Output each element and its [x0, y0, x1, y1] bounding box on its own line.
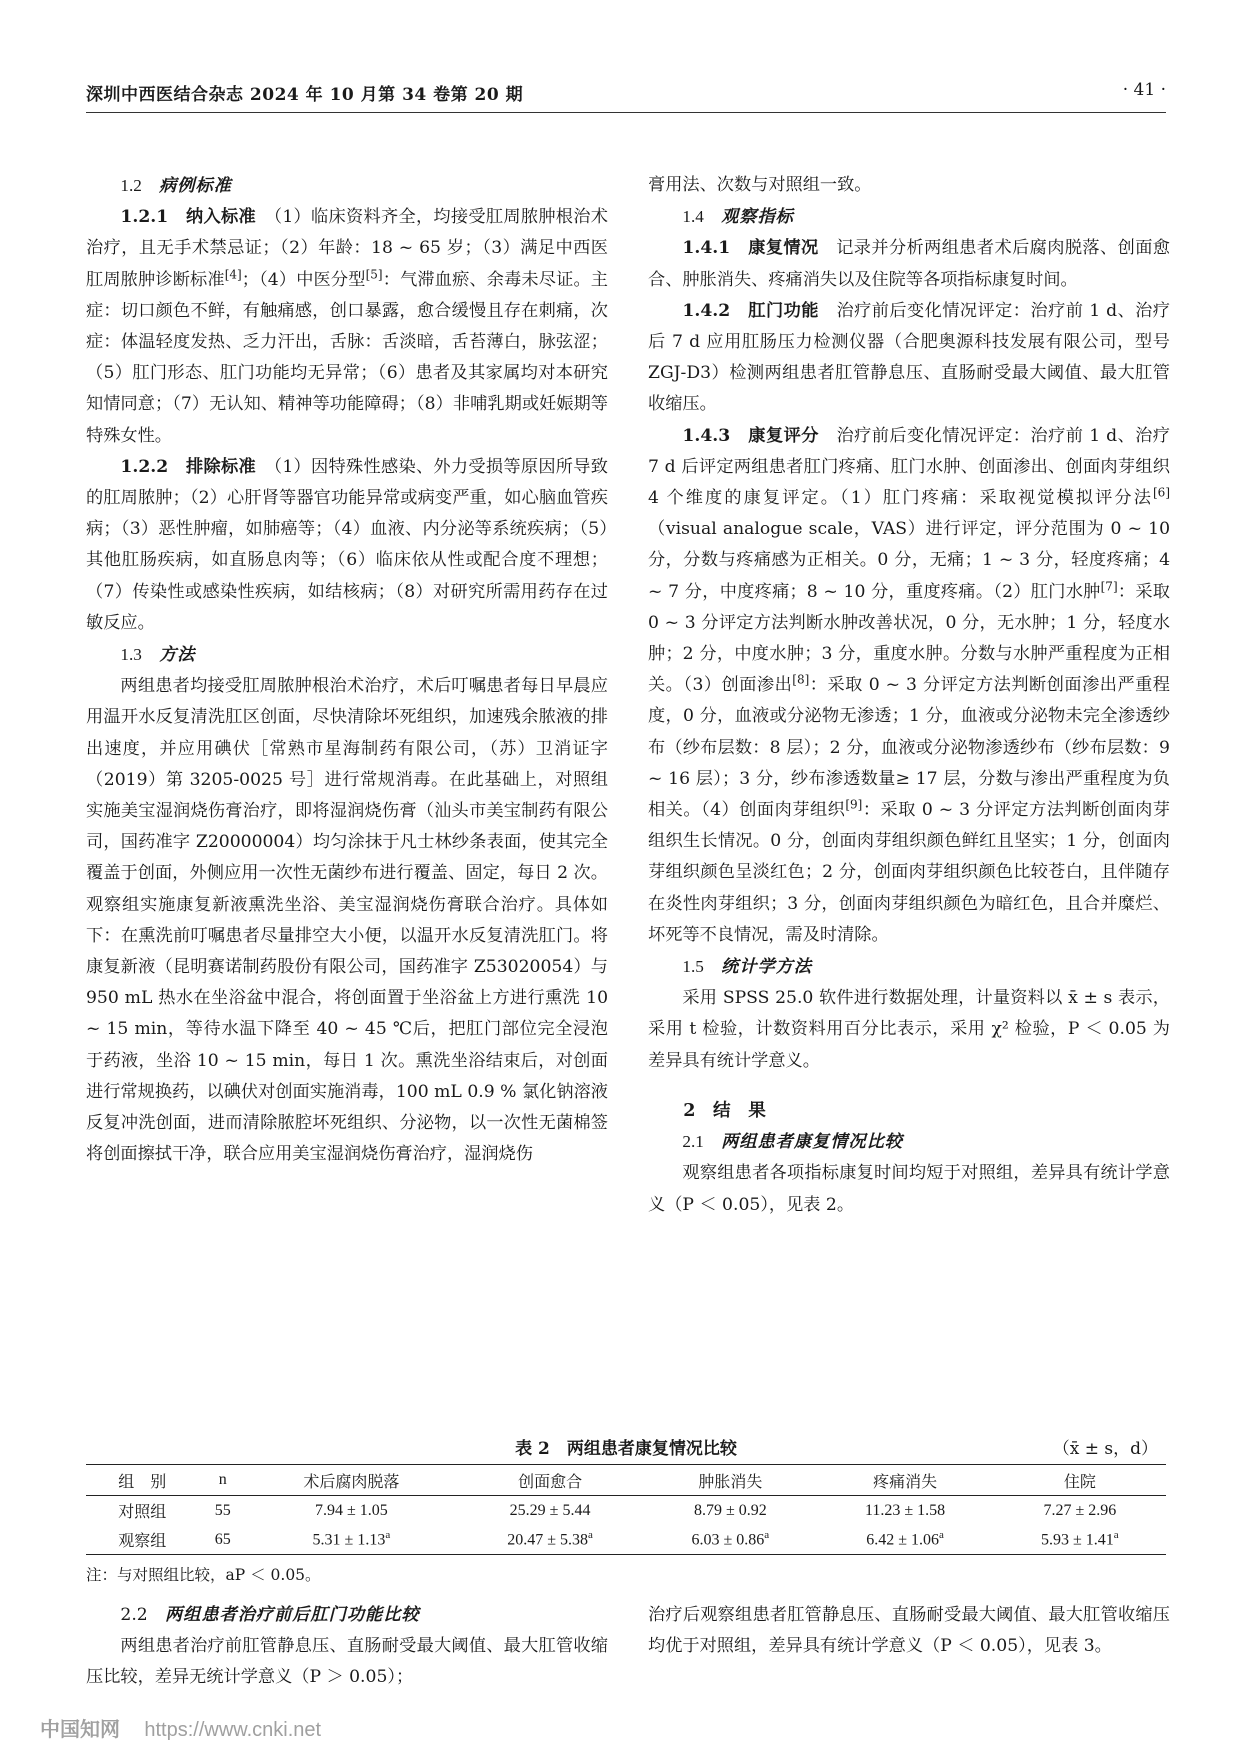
section-heading-2: 2 结 果	[683, 1099, 766, 1121]
paragraph-results-2-2-left: 两组患者治疗前肛管静息压、直肠耐受最大阈值、最大肛管收缩压比较，差异无统计学意义（P ＞ 0.05）；	[86, 1636, 608, 1688]
bottom-left	[86, 1600, 608, 1694]
table-cell: 65	[214, 1530, 231, 1548]
col-header: 肿胀消失	[698, 1473, 763, 1491]
table-row	[86, 1525, 1166, 1555]
paragraph-anal-function: 1.4.2 肛门功能 治疗前后变化情况评定：治疗前 1 d、治疗后 7 d 应用肛肠压力检测仪器（合肥奥源科技发展有限公司，型号 ZGJ-D3）检测两组患者肛管静息压、直肠耐受最大阈值、最大肛管收缩压。	[648, 300, 1170, 415]
table-cell: 对照组	[118, 1504, 167, 1521]
paragraph-methods: 两组患者均接受肛周脓肿根治术治疗，术后叮嘱患者每日早晨应用温开水反复清洗肛区创面，尽快清除坏死组织，加速残余脓液的排出速度，并应用碘伏［常熟市星海制药有限公司，（苏）卫消证字（2019）第 3205-0025 号］进行常规消毒。在此基础上，对照组实施美宝湿润烧伤膏治疗，即将湿润烧伤膏（汕头市美宝制药有限公司，国药准字 Z20000004）均匀涂抹于凡士林纱条表面，使其完全覆盖于创面，外侧应用一次性无菌纱布进行覆盖、固定，每日 2 次。观察组实施康复新液熏洗坐浴、美宝湿润烧伤膏联合治疗。具体如下：在熏洗前叮嘱患者尽量排空大小便，以温开水反复清洗肛门。将康复新液（昆明赛诺制药股份有限公司，国药准字 Z53020054）与 950 mL 热水在坐浴盆中混合，将创面置于坐浴盆上方进行熏洗 10 ~ 15 min，等待水温下降至 40 ~ 45 ℃后，把肛门部位完全浸泡于药液，坐浴 10 ~ 15 min，每日 1 次。熏洗坐浴结束后，对创面进行常规换药，以碘伏对创面实施消毒，100 mL 0.9 % 氯化钠溶液反复冲洗创面，进而清除脓腔坏死组织、分泌物，以一次性无菌棉签将创面擦拭干净，联合应用美宝湿润烧伤膏治疗，湿润烧伤	[86, 676, 608, 1165]
paragraph-statistics: 采用 SPSS 25.0 软件进行数据处理，计量资料以 x̄ ± s 表示，采用 t 检验，计数资料用百分比表示，采用 χ² 检验，P ＜ 0.05 为差异具有统计学意义。	[648, 988, 1170, 1071]
page-number: · 41 ·	[1122, 80, 1166, 100]
cnki-watermark	[40, 1713, 321, 1742]
table-caption	[86, 1434, 1166, 1464]
table-cell: 25.29 ± 5.44	[509, 1501, 591, 1519]
table-cell: 20.47 ± 5.38$^a$	[507, 1529, 593, 1549]
section-heading-1-2: 1.2 病例标准	[120, 176, 232, 196]
right-column	[648, 170, 1170, 1221]
cnki-logo: 中国知网	[40, 1717, 120, 1741]
table-row	[86, 1496, 1166, 1526]
bottom-right	[648, 1600, 1170, 1662]
cnki-url: https://www.cnki.net	[144, 1719, 322, 1741]
paragraph-continuation: 膏用法、次数与对照组一致。	[648, 175, 872, 195]
table-unit: （x̄ ± s，d）	[1052, 1439, 1158, 1459]
running-header	[86, 80, 1166, 108]
col-header: n	[218, 1471, 227, 1488]
data-table	[86, 1464, 1166, 1555]
table-cell: 8.79 ± 0.92	[693, 1501, 767, 1519]
paragraph-results-2-2-right: 治疗后观察组患者肛管静息压、直肠耐受最大阈值、最大肛管收缩压均优于对照组，差异具有统计学意义（P ＜ 0.05），见表 3。	[648, 1605, 1170, 1657]
journal-name: 深圳中西医结合杂志 2024 年 10 月第 34 卷第 20 期	[86, 85, 524, 105]
table-cell: 7.94 ± 1.05	[314, 1501, 388, 1519]
paragraph-results-2-1: 观察组患者各项指标康复时间均短于对照组，差异具有统计学意义（P ＜ 0.05），见表 2。	[648, 1163, 1170, 1215]
table-cell: 6.42 ± 1.06$^a$	[866, 1529, 944, 1549]
table-cell: 6.03 ± 0.86$^a$	[691, 1529, 770, 1549]
table-cell: 55	[214, 1501, 231, 1519]
table-cell: 11.23 ± 1.58	[864, 1501, 946, 1519]
col-header: 疼痛消失	[873, 1473, 938, 1491]
table-cell: 7.27 ± 2.96	[1043, 1501, 1117, 1519]
section-heading-1-3: 1.3 方法	[120, 645, 196, 666]
paragraph-recovery: 1.4.1 康复情况 记录并分析两组患者术后腐肉脱落、创面愈合、肿胀消失、疼痛消失以及住院等各项指标康复时间。	[648, 238, 1170, 290]
paragraph-inclusion-criteria: 1.2.1 纳入标准 （1）临床资料齐全，均接受肛周脓肿根治术治疗，且无手术禁忌证；（2）年龄：18 ~ 65 岁；（3）满足中西医肛周脓肿诊断标准[4]；（4）中医分型[5]：气滞血瘀、余毒未尽证。主症：切口颜色不鲜，有触痛感，创口暴露，愈合缓慢且存在刺痛，次症：体温轻度发热、乏力汗出，舌脉：舌淡暗，舌苔薄白，脉弦涩；（5）肛门形态、肛门功能均无异常；（6）患者及其家属均对本研究知情同意；（7）无认知、精神等功能障碍；（8）非哺乳期或妊娠期等特殊女性。	[86, 207, 608, 446]
table-cell: 观察组	[118, 1533, 167, 1550]
section-heading-1-5: 1.5 统计学方法	[682, 957, 813, 978]
table-cell: 5.93 ± 1.41$^a$	[1041, 1529, 1119, 1549]
col-header: 术后腐肉脱落	[303, 1473, 400, 1491]
paragraph-exclusion-criteria: 1.2.2 排除标准 （1）因特殊性感染、外力受损等原因所导致的肛周脓肿；（2）心肝肾等器官功能异常或病变严重，如心脑血管疾病；（3）恶性肿瘤，如肺癌等；（4）血液、内分泌等系统疾病；（5）其他肛肠疾病，如直肠息肉等；（6）临床依从性或配合度不理想；（7）传染性或感染性疾病，如结核病；（8）对研究所需用药存在过敏反应。	[86, 456, 608, 633]
col-header: 创面愈合	[518, 1473, 583, 1491]
section-heading-2-2: 2.2 两组患者治疗前后肛门功能比较	[120, 1605, 420, 1625]
col-header: 组 别	[118, 1473, 167, 1491]
table-2	[86, 1434, 1166, 1585]
header-rule	[86, 112, 1166, 113]
section-heading-2-1: 2.1 两组患者康复情况比较	[682, 1132, 903, 1153]
section-heading-1-4: 1.4 观察指标	[682, 207, 794, 228]
table-header-row	[86, 1465, 1166, 1496]
table-cell: 5.31 ± 1.13$^a$	[312, 1529, 391, 1549]
paragraph-recovery-score: 1.4.3 康复评分 治疗前后变化情况评定：治疗前 1 d、治疗 7 d 后评定两组患者肛门疼痛、肛门水肿、创面渗出、创面肉芽组织 4 个维度的康复评定。（1）肛门疼痛：采取视觉模拟评分法[6]（visual analogue scale，VAS）进行评定，评分范围为 0 ~ 10 分，分数与疼痛感为正相关。0 分，无痛；1 ~ 3 分，轻度疼痛；4 ~ 7 分，中度疼痛；8 ~ 10 分，重度疼痛。（2）肛门水肿[7]：采取 0 ~ 3 分评定方法判断水肿改善状况，0 分，无水肿；1 分，轻度水肿；2 分，中度水肿；3 分，重度水肿。分数与水肿严重程度为正相关。（3）创面渗出[8]：采取 0 ~ 3 分评定方法判断创面渗出严重程度，0 分，血液或分泌物无渗透；1 分，血液或分泌物未完全渗透纱布（纱布层数：8 层）；2 分，血液或分泌物渗透纱布（纱布层数：9 ~ 16 层）；3 分，纱布渗透数量≥ 17 层，分数与渗出严重程度为负相关。（4）创面肉芽组织[9]：采取 0 ~ 3 分评定方法判断创面肉芽组织生长情况。0 分，创面肉芽组织颜色鲜红且坚实；1 分，创面肉芽组织颜色呈淡红色；2 分，创面肉芽组织颜色比较苍白，且伴随存在炎性肉芽组织；3 分，创面肉芽组织颜色为暗红色，且合并糜烂、坏死等不良情况，需及时清除。	[648, 425, 1170, 945]
table-note: 注：与对照组比较，aP ＜ 0.05。	[86, 1566, 321, 1584]
table-title: 表 2 两组患者康复情况比较	[515, 1439, 737, 1459]
left-column	[86, 170, 608, 1171]
col-header: 住院	[1063, 1473, 1096, 1491]
